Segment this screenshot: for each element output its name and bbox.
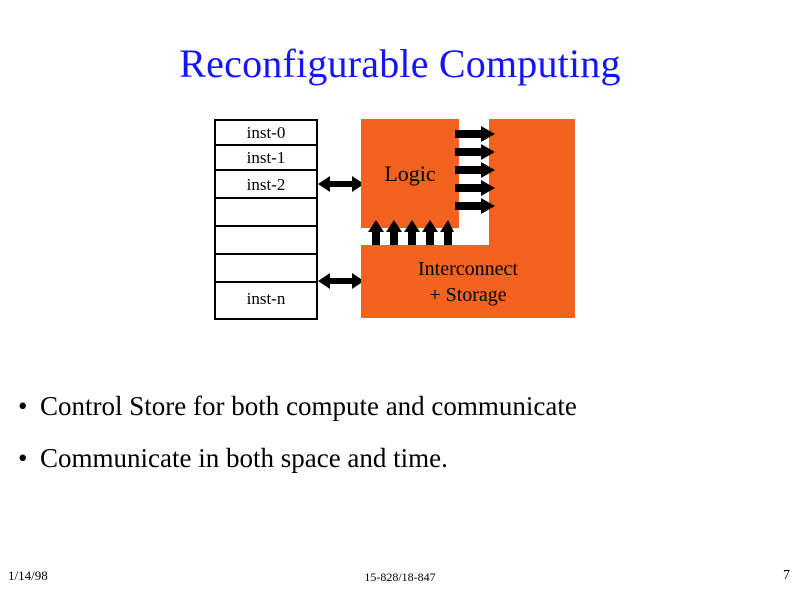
double-arrow-icon [318, 270, 364, 292]
list-item-label: Control Store for both compute and communicate [40, 391, 577, 421]
reconfigurable-computing-diagram [0, 110, 800, 340]
bullet-list [18, 380, 788, 484]
control-store-cell: inst-n [246, 289, 286, 308]
list-item-label: Communicate in both space and time. [40, 443, 448, 473]
interconnect-storage-block [361, 245, 575, 318]
footer-page-number: 7 [783, 568, 790, 583]
double-arrow-icon [318, 173, 364, 195]
footer-course: 15-828/18-847 [364, 570, 436, 584]
control-store-cell [216, 199, 316, 227]
bullet-marker-icon: • [18, 391, 28, 421]
control-store-cell: inst-0 [216, 121, 316, 146]
interconnect-label-line2: + Storage [429, 283, 507, 306]
control-store-cell [216, 227, 316, 255]
list-item [18, 432, 788, 484]
control-store-cell [216, 255, 316, 283]
page-title: Reconfigurable Computing [179, 41, 621, 86]
bullet-marker-icon: • [18, 443, 28, 473]
control-store-cell: inst-2 [216, 171, 316, 199]
interconnect-label-line1: Interconnect [418, 257, 518, 280]
footer-date: 1/14/98 [8, 568, 48, 583]
control-store-cell: inst-1 [216, 146, 316, 171]
control-store-table [214, 119, 318, 320]
right-arrow-stack-icon [455, 126, 495, 227]
list-item [18, 380, 788, 432]
logic-block: Logic [361, 119, 459, 228]
